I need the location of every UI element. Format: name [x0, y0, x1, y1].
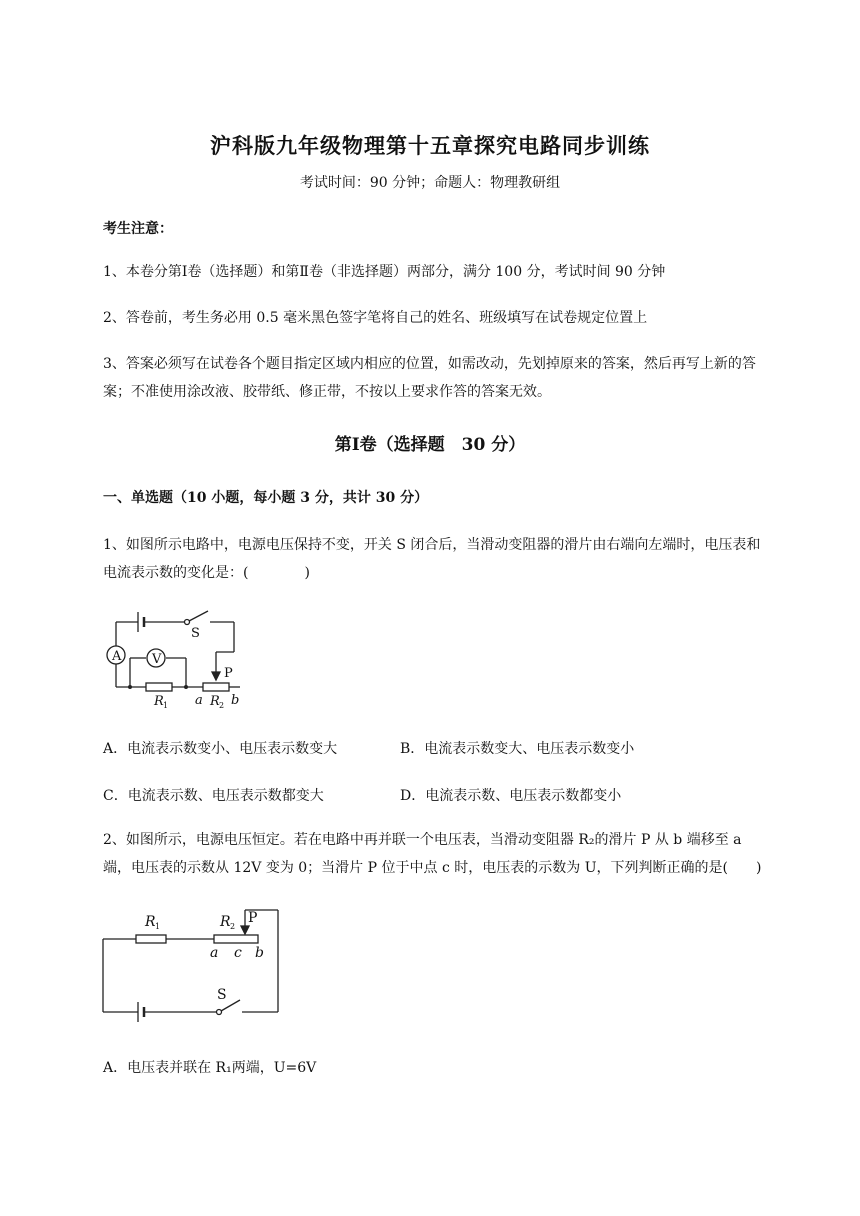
q2-slider-label: P [248, 910, 258, 926]
r1-label: R [154, 694, 164, 709]
q2-midpoint-c-label: c [234, 945, 242, 961]
question-1-option-d[interactable]: D．电流表示数、电压表示数都变小 [400, 788, 622, 804]
r1-subscript: 1 [163, 701, 169, 710]
question-1-option-c[interactable]: C．电流表示数、电压表示数都变大 [103, 788, 324, 804]
q2-terminal-a-label: a [210, 945, 219, 961]
notice-item-1: 1、本卷分第Ⅰ卷（选择题）和第Ⅱ卷（非选择题）两部分，满分 100 分，考试时间 90 分钟 [103, 264, 666, 280]
question-1-stem: 1、如图所示电路中，电源电压保持不变，开关 S 闭合后，当滑动变阻器的滑片由右端向左端时，电压表和电流表示数的变化是：( ) [103, 537, 761, 581]
terminal-a-label: a [195, 693, 203, 708]
ammeter-label: A [112, 649, 122, 664]
voltmeter-label: V [152, 652, 162, 667]
r2-label: R [210, 694, 220, 709]
r2-subscript: 2 [219, 701, 225, 710]
notice-item-3: 3、答案必须写在试卷各个题目指定区域内相应的位置，如需改动，先划掉原来的答案，然后再写上新的答案；不准使用涂改液、胶带纸、修正带，不按以上要求作答的答案无效。 [103, 356, 756, 400]
q2-r2-subscript: 2 [230, 922, 236, 931]
terminal-b-label: b [231, 693, 240, 708]
question-2-option-a[interactable]: A．电压表并联在 R₁两端，U=6V [103, 1060, 317, 1076]
question-1-option-b[interactable]: B．电流表示数变大、电压表示数变小 [400, 741, 635, 757]
question-1-option-a[interactable]: A．电流表示数变小、电压表示数变大 [103, 741, 338, 757]
q2-r2-label: R [220, 914, 231, 930]
question-2-stem-line-2: 端，电压表的示数从 12V 变为 0；当滑片 P 位于中点 c 时，电压表的示数为 U，下列判断正确的是( ) [103, 860, 762, 876]
exam-info: 考试时间：90 分钟；命题人：物理教研组 [299, 175, 561, 191]
question-2-stem-line-1: 2、如图所示，电源电压恒定。若在电路中再并联一个电压表，当滑动变阻器 R₂的滑片 P 从 b 端移至 a [103, 832, 742, 848]
q2-r1-subscript: 1 [155, 922, 161, 931]
q2-r1-label: R [145, 914, 156, 930]
q2-switch-label: S [217, 987, 227, 1003]
slider-label: P [224, 666, 233, 681]
notice-item-2: 2、答卷前，考生务必用 0.5 毫米黑色签字笔将自己的姓名、班级填写在试卷规定位置上 [103, 310, 648, 326]
notice-heading: 考生注意： [103, 221, 173, 237]
page-title: 沪科版九年级物理第十五章探究电路同步训练 [210, 133, 650, 158]
question-1-circuit-diagram [98, 608, 258, 712]
part-heading: 一、单选题（10 小题，每小题 3 分，共计 30 分） [103, 490, 429, 506]
switch-label: S [191, 626, 200, 641]
question-2-circuit-diagram [98, 905, 288, 1030]
q2-terminal-b-label: b [255, 945, 264, 961]
section-title: 第Ⅰ卷（选择题 30 分） [334, 435, 526, 455]
